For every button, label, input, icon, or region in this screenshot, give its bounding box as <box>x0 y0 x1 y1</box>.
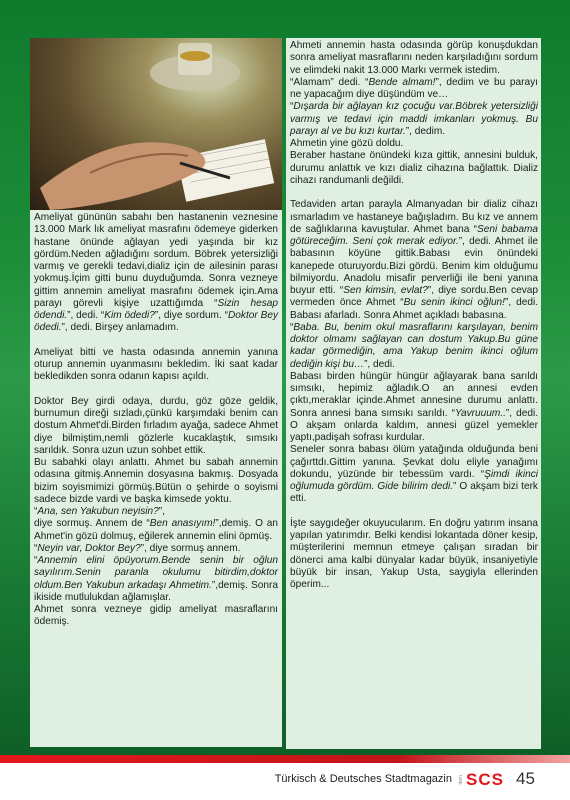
text-run: Ameliyat bitti ve hasta odasında annemin yanına oturup annemin uyanmasını bekledim. İki saat kadar bekledikden sonra odanın kapısı açıldı. <box>34 346 278 383</box>
text-run: “ <box>34 555 38 566</box>
italic-quote: Yavruuum.. <box>455 407 506 419</box>
left-column-text <box>34 212 278 641</box>
text-run: ”, dedi. “ <box>67 310 105 321</box>
text-run: ” O akşam bizi terk etti. <box>290 481 538 505</box>
text-run: ”, dedi. O akşam onlarda kaldım, annesi güzel yemekler yaptı,padişah sofrası kurdular. <box>290 407 538 443</box>
text-run: Ameliyat gününün sabahı ben hastanenin veznesine 13.000 Mark lık ameliyat masrafını ödemeye giderken hastane önünde ağlayan yedi yaşında bir kız gördüm.Neden ağladığını sordum. Böbrek yetersizliği varmış ve gerekli tedavi,dializ için de ailesinin parası yokmuş.İçim gitti bunu duyduğumda. Sonra vezneye gittim annemin ameliyat masrafını ödemek için.Ama parayı görevli kişiye uzattığımda “ <box>34 212 278 309</box>
text-run: ”, dedim ve bu parayı ne yapacağım diye düşündüm ve… <box>290 76 538 100</box>
page-number: 45 <box>516 769 535 788</box>
paragraph <box>290 199 538 505</box>
article-photo <box>30 38 282 210</box>
logo-mark: SCS <box>466 770 504 789</box>
italic-quote: Seni babama götüreceğim. Seni çok merak ediyor. <box>290 223 538 247</box>
logo-prefix: dein <box>458 775 464 785</box>
text-run: “ <box>34 506 38 517</box>
italic-quote: Ben anasıyım! <box>149 518 216 530</box>
italic-quote: Dışarda bir ağlayan kız çocuğu var.Böbrek yetersizliği varmış ve tedavi için maddi imkanları yokmuş. Bu parayı al ve bu kızı kurtar. <box>290 101 538 137</box>
text-run: ”, dedi. Babası afarladı. Sonra Ahmet açıkladı babasına. <box>290 297 539 321</box>
italic-quote: Ana, sen Yakubun neyisin? <box>37 506 159 517</box>
paragraph <box>34 212 278 335</box>
italic-quote: Sen kimsin, evlat? <box>343 285 428 296</box>
text-run: Seneler sonra babası ölüm yatağında olduğunda beni çağırttdı.Gittim yanına. Şevkat dolu eliyle yanağımı dokundu, yüzünde bir tebessüm vardı. “ <box>290 444 538 480</box>
text-run: Doktor Bey girdi odaya, durdu, göz göze geldik, burnumun direği sızladı,çünkü karşımdaki benim can dostum Ahmet'di.Birden fırladım ayağa, sadece Ahmet diye bilmiştim,nemli gözlerle kucaklaştık, sımsıkı sarıldık. Sonra uzun uzun sohbet ettik. <box>34 395 278 456</box>
italic-quote: Şimdi ikinci oğlumuda gördüm. Gide bilirim dedi. <box>290 468 538 492</box>
text-run: ”, <box>158 506 165 517</box>
text-run: Tedaviden artan parayla Almanyadan bir dializ cihazı ısmarladım ve hastaneye bağışladım. Bu kız ve annem de sağlıklarına kavuştular. Ahmet bana “ <box>290 199 538 235</box>
text-run: ”, dedi. <box>364 358 395 370</box>
magazine-name: Türkisch & Deutsches Stadtmagazin <box>274 773 452 785</box>
italic-quote: Sizin hesap ödendi. <box>34 297 278 321</box>
text-run: ”, diye sordu.Ben cevap vermeden önce Ahmet “ <box>290 285 538 309</box>
text-run: Ahmeti annemin hasta odasında görüp konuşdukdan sonra ameliyat masraflarını neden karşıladığını sordum ve elimdeki nakit 13.000 Markı vermek istedim. <box>290 40 538 76</box>
text-run: Babası birden hüngür hüngür ağlayarak bana sarıldı sımsıkı, hepimiz ağladık.O an annesi evden çıktı,meraklar içinde.Ahmet annesine durumu anlattı. Sonra annesi bana sımsıkı sarıldı. “ <box>290 370 538 419</box>
paragraph <box>290 40 538 187</box>
footer-accent-stripe <box>0 755 570 763</box>
italic-quote: Annemin elini öpüyorum.Bende senin bir oğlun sayılırım.Senin paranla okulumu bitirdim,doktor oldum.Ben Yakubun arkadaşı Ahmetim. <box>34 555 278 591</box>
text-run: “ <box>290 321 294 333</box>
text-run: ”, diye sordum. “ <box>154 310 229 321</box>
text-run: “Alamam” dedi. “ <box>290 76 369 88</box>
text-run: Beraber hastane önündeki kıza gittik, annesini bulduk, durumu anlattık ve kızı dializ cihazına bağlattık. Dializ cihazı randumanli değildi. <box>290 150 538 186</box>
italic-quote: Bende almam! <box>368 76 436 88</box>
text-run: ”, dedi. Birşey anlamadım. <box>61 322 179 334</box>
text-run: ”, dedi. Ahmet ile babasının köyüne gittik.Babası evin önündeki kanepede oturuyordu.Bizi gördü. Benim kim olduğumu bilmiyordu. Anadolu misafir perverliği ile beni yanına buyur etti. “ <box>290 236 538 296</box>
text-run: “ <box>290 101 294 113</box>
italic-quote: Doktor Bey ödedi. <box>34 310 279 334</box>
right-column-text <box>290 40 538 604</box>
paragraph <box>290 518 538 592</box>
text-run: Ahmetin yine gözü doldu. <box>290 138 404 149</box>
italic-quote: Bu senin ikinci oğlun! <box>403 297 505 309</box>
italic-quote: Neyin var, Doktor Bey? <box>37 542 141 554</box>
text-run: ”,demiş. Sonra ikiside mutlulukdan ağlamışlar. <box>34 579 278 603</box>
page-footer <box>0 765 570 800</box>
italic-quote: Baba. Bu, benim okul masraflarını karşılayan, benim doktor olmamı sağlayan can dostum Yakup.Bu güne kadar görmediğin, ama Yakup benim ikinci oğlum dediğin kişi bu… <box>290 321 538 370</box>
paragraph <box>34 396 278 629</box>
text-run: ”,demiş. O an Ahmet'in gözü dolmuş, eğilerek annemin elini öpmüş. <box>34 518 278 542</box>
text-run: Bu sabahki olayı anlattı. Ahmet bu sabah annemin odasına gitmiş.Annemin dosyasına bakmış. Dosyada bizim soyismimizi görmüş.Bütün o şehirde o soyismi sadece bizde vardi ve başka kimsede yoktu. <box>34 457 278 505</box>
text-run: İşte saygıdeğer okuyucularım. En doğru yatırım insana yapılan yatırımdır. Belki kendisi lokantada döner kesip, müşterilerini memnun etmeye çalışan sıradan bir dönerci ama kalbi dünyalar kadar büyük, insaniyetiyle büyük bir insan, Yakup Usta, saygiyla ellerinden öperim... <box>290 517 538 590</box>
paragraph <box>34 347 278 384</box>
text-run: diye sormuş. Annem de “ <box>34 518 150 530</box>
text-run: ”, dedim. <box>405 125 446 137</box>
text-run: ”, diye sormuş annem. <box>140 542 241 554</box>
italic-quote: Kim ödedi? <box>104 310 155 321</box>
magazine-logo <box>458 770 504 790</box>
text-run: Ahmet sonra vezneye gidip ameliyat masraflarını ödemiş. <box>34 604 278 628</box>
text-run: “ <box>34 542 38 554</box>
